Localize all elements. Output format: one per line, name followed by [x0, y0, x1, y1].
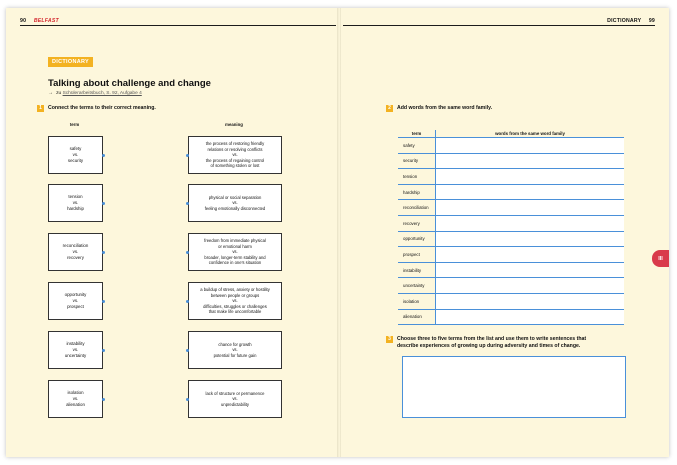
task-1-instruction [37, 105, 156, 112]
word-family-answer-cell[interactable] [436, 138, 625, 154]
table-row [398, 247, 624, 263]
term-word: hardship [67, 206, 84, 211]
meaning-vs: vs. [232, 347, 238, 353]
word-family-term: security [398, 153, 436, 169]
table-row [398, 309, 624, 325]
word-family-answer-cell[interactable] [436, 231, 625, 247]
term-text [66, 390, 85, 408]
connector-dot-icon[interactable] [186, 251, 189, 254]
term-vs: vs. [72, 396, 79, 401]
workbook-reference [48, 91, 142, 96]
task-2-badge: 2 [386, 105, 393, 112]
meaning-line: the process of regaining control [205, 157, 265, 163]
word-family-term: prospect [398, 247, 436, 263]
chapter-side-tab: III [652, 250, 669, 267]
meaning-line: confidence in one's situation [208, 260, 262, 266]
word-family-body [398, 138, 624, 325]
term-column-header: term [69, 122, 80, 127]
word-family-answer-cell[interactable] [436, 247, 625, 263]
term-word: instability [66, 341, 85, 346]
meaning-column-header: meaning [225, 122, 243, 127]
word-family-answer-cell[interactable] [436, 262, 625, 278]
word-family-answer-cell[interactable] [436, 309, 625, 325]
connector-dot-icon[interactable] [102, 300, 105, 303]
term-word: isolation [67, 390, 84, 395]
term-vs: vs. [72, 249, 79, 254]
term-word: uncertainty [64, 353, 87, 358]
word-family-answer-cell[interactable] [436, 200, 625, 216]
meaning-vs: vs. [232, 249, 238, 255]
writing-area[interactable] [402, 356, 626, 418]
word-family-term: safety [398, 138, 436, 154]
arrow-right-icon: → [48, 91, 53, 96]
task-2-text: Add words from the same word family. [397, 105, 493, 111]
term-vs: vs. [72, 298, 79, 303]
word-family-answer-cell[interactable] [436, 153, 625, 169]
term-word: reconciliation [62, 243, 89, 248]
meaning-line: broader, longer-term stability and [204, 254, 266, 260]
left-page-number: 90 [20, 18, 27, 24]
word-family-term: reconciliation [398, 200, 436, 216]
term-word: tension [68, 194, 83, 199]
term-text [65, 341, 86, 359]
connector-dot-icon[interactable] [186, 154, 189, 157]
table-row [398, 169, 624, 185]
meaning-vs: vs. [232, 152, 238, 158]
meaning-box[interactable] [188, 184, 282, 222]
term-box[interactable] [48, 380, 103, 418]
word-family-answer-cell[interactable] [436, 278, 625, 294]
task-3-line-1: Choose three to five terms from the list and use them to write sentences that [397, 336, 587, 342]
meaning-line: of something stolen or lost [210, 163, 260, 169]
connector-dot-icon[interactable] [102, 398, 105, 401]
word-family-words-header: words from the same word family [436, 130, 625, 138]
meaning-box[interactable] [188, 331, 282, 369]
table-row [398, 138, 624, 154]
word-family-term: tension [398, 169, 436, 185]
task-3-line-2: describe experiences of growing up during adversity and times of change. [397, 343, 581, 349]
table-row [398, 184, 624, 200]
table-row [398, 200, 624, 216]
meaning-line: a buildup of stress, anxiety or hostility [200, 287, 270, 293]
table-row [398, 231, 624, 247]
term-word: opportunity [64, 292, 87, 297]
word-family-answer-cell[interactable] [436, 169, 625, 185]
word-family-term: alienation [398, 309, 436, 325]
table-row [398, 278, 624, 294]
meaning-line: or emotional harm [218, 243, 252, 249]
meaning-vs: vs. [232, 396, 238, 402]
word-family-term: isolation [398, 293, 436, 309]
right-running-head [607, 18, 655, 24]
left-header-rule [20, 25, 336, 26]
meaning-line: lack of structure or permanence [205, 390, 265, 396]
term-text [63, 243, 89, 261]
word-family-term: hardship [398, 184, 436, 200]
meaning-line: feeling emotionally disconnected [204, 205, 266, 211]
reference-link[interactable]: Schülerarbeitsbuch, S. 92, Aufgabe 4 [62, 91, 142, 96]
section-chip: DICTIONARY [48, 57, 93, 67]
meaning-vs: vs. [232, 200, 238, 206]
table-row [398, 293, 624, 309]
left-running-title: BELFAST [33, 18, 59, 24]
connector-dot-icon[interactable] [186, 398, 189, 401]
term-word: security [67, 158, 84, 163]
reference-prefix: zu [56, 91, 62, 96]
page-title: Talking about challenge and change [48, 78, 211, 89]
table-row [398, 262, 624, 278]
connector-dot-icon[interactable] [102, 251, 105, 254]
term-word: safety [69, 146, 82, 151]
task-3-badge: 3 [386, 336, 393, 343]
word-family-term: recovery [398, 215, 436, 231]
connector-dot-icon[interactable] [186, 349, 189, 352]
right-page-number: 99 [648, 18, 655, 24]
right-header-rule [343, 25, 655, 26]
term-box[interactable] [48, 233, 103, 271]
meaning-box[interactable] [188, 380, 282, 418]
right-running-title: DICTIONARY [607, 18, 642, 24]
term-text [65, 292, 87, 310]
connector-dot-icon[interactable] [102, 349, 105, 352]
term-text [67, 194, 84, 212]
meaning-line: potential for future gain [213, 352, 257, 358]
word-family-answer-cell[interactable] [436, 184, 625, 200]
term-vs: vs. [72, 152, 79, 157]
task-1-badge: 1 [37, 105, 44, 112]
page-gutter [337, 8, 341, 457]
table-row [398, 153, 624, 169]
meaning-line: unpredictability [221, 401, 249, 407]
table-row [398, 215, 624, 231]
meaning-line: physical or social separation [208, 194, 262, 200]
meaning-vs: vs. [232, 298, 238, 304]
meaning-line: difficulties, struggles or challenges [203, 303, 267, 309]
term-text [68, 146, 83, 164]
meaning-line: between people or groups [210, 292, 260, 298]
left-running-head [20, 18, 59, 24]
word-family-answer-cell[interactable] [436, 293, 625, 309]
word-family-table [398, 130, 624, 325]
word-family-term: opportunity [398, 231, 436, 247]
meaning-box[interactable] [188, 282, 282, 320]
term-box[interactable] [48, 184, 103, 222]
meaning-line: that make life uncomfortable [208, 309, 262, 315]
word-family-term-header: term [398, 130, 436, 138]
connector-dot-icon[interactable] [102, 154, 105, 157]
term-vs: vs. [72, 347, 79, 352]
meaning-box[interactable] [188, 233, 282, 271]
connector-dot-icon[interactable] [186, 202, 189, 205]
connector-dot-icon[interactable] [102, 202, 105, 205]
word-family-term: uncertainty [398, 278, 436, 294]
meaning-line: the process of restoring friendly [205, 141, 265, 147]
term-word: recovery [67, 255, 84, 260]
connector-dot-icon[interactable] [186, 300, 189, 303]
term-word: alienation [66, 402, 85, 407]
term-box[interactable] [48, 282, 103, 320]
meaning-line: freedom from immediate physical [204, 238, 266, 244]
term-word: prospect [67, 304, 84, 309]
word-family-answer-cell[interactable] [436, 215, 625, 231]
term-vs: vs. [72, 200, 79, 205]
task-3-instruction [386, 336, 586, 350]
task-2-instruction [386, 105, 492, 112]
term-box[interactable] [48, 331, 103, 369]
meaning-line: chance for growth [218, 341, 252, 347]
term-box[interactable] [48, 136, 103, 174]
book-spread [6, 8, 669, 457]
meaning-box[interactable] [188, 136, 282, 174]
meaning-line: relations or resolving conflicts [207, 146, 263, 152]
word-family-term: instability [398, 262, 436, 278]
task-1-text: Connect the terms to their correct meaning. [48, 105, 156, 111]
